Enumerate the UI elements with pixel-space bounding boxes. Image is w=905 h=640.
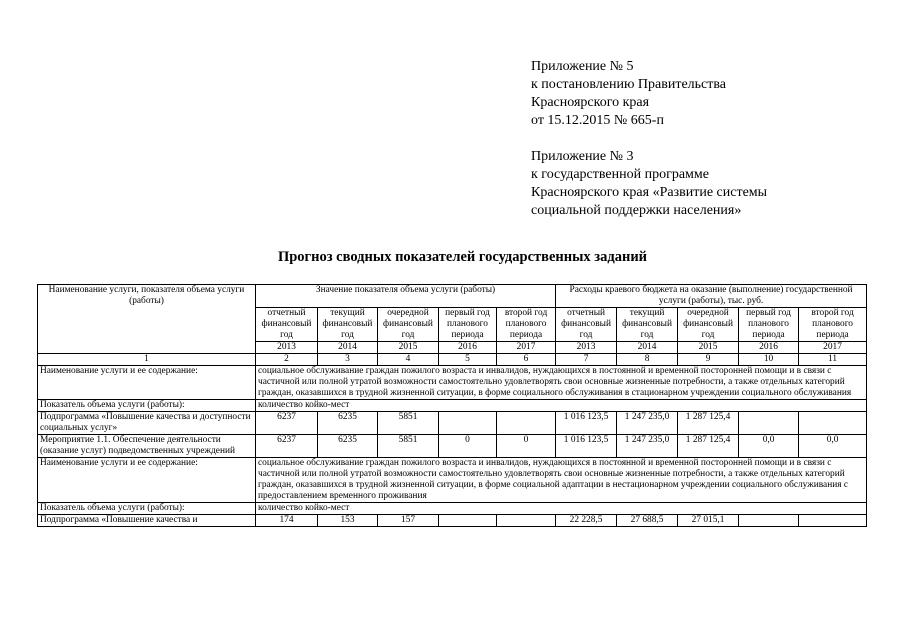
table-row [38,435,867,458]
cell-value: 6237 [256,412,318,435]
year-header: 2017 [497,342,556,354]
cell-value: 1 247 235,0 [617,435,678,458]
cell-value [439,412,497,435]
header-row-groups [38,285,867,308]
column-number: 4 [378,354,439,366]
year-header: 2017 [799,342,867,354]
cell-value: 174 [256,515,318,527]
cell-value: 0 [497,435,556,458]
indicators-table [37,284,867,527]
service-label: Наименование услуги и ее содержание: [38,458,256,503]
column-number: 1 [38,354,256,366]
column-number: 2 [256,354,318,366]
period-header: первый год планового периода [439,308,497,342]
cell-value: 1 247 235,0 [617,412,678,435]
column-number: 3 [318,354,378,366]
period-header: текущий финансовый год [318,308,378,342]
cell-value: 5851 [378,435,439,458]
indicator-value: количество койко-мест [256,400,867,412]
cell-value: 0 [439,435,497,458]
cell-value: 1 016 123,5 [556,435,617,458]
cell-value: 27 688,5 [617,515,678,527]
cell-value [799,412,867,435]
period-header: очередной финансовый год [378,308,439,342]
service-content: социальное обслуживание граждан пожилого возраста и инвалидов, нуждающихся в постоянной и временной посторонней помощи и в связи с частичной или полной утратой возможности самостоятельно удовлетворять свои основные жизненные потребности, а также отдельных категорий граждан, оказавшихся в трудной жизненной ситуации, в форме социальной адаптации в нестационарном учреждении социального обслуживания с предоставлением временного проживания [256,458,867,503]
cell-value: 1 287 125,4 [678,412,739,435]
cell-value: 157 [378,515,439,527]
year-header: 2014 [617,342,678,354]
period-header: отчетный финансовый год [256,308,318,342]
column-number: 10 [739,354,799,366]
cell-value [739,515,799,527]
cell-value [497,515,556,527]
document-title: Прогноз сводных показателей государственных заданий [277,249,648,265]
cell-value: 6235 [318,435,378,458]
indicator-row [38,503,867,515]
year-header: 2015 [678,342,739,354]
indicator-value: количество койко-мест [256,503,867,515]
indicator-label: Показатель объема услуги (работы): [38,503,256,515]
cell-value [739,412,799,435]
service-content: социальное обслуживание граждан пожилого возраста и инвалидов, нуждающихся в постоянной и временной посторонней помощи и в связи с частичной или полной утратой возможности самостоятельно удовлетворять свои основные жизненные потребности, а также отдельных категорий граждан, оказавшихся в трудной жизненной ситуации, в форме социального обслуживания в стационарном учреждении социального обслуживания [256,366,867,400]
period-header: второй год планового периода [799,308,867,342]
cell-value [497,412,556,435]
column-number: 7 [556,354,617,366]
row-name: Подпрограмма «Повышение качества и доступности социальных услуг» [38,412,256,435]
year-header: 2014 [318,342,378,354]
cell-value: 1 016 123,5 [556,412,617,435]
appendix3-line3: Красноярского края «Развитие системы [531,185,768,200]
period-header: очередной финансовый год [678,308,739,342]
appendix3-line2: к государственной программе [531,167,709,182]
row-name: Мероприятие 1.1. Обеспечение деятельности (оказание услуг) подведомственных учреждений [38,435,256,458]
column-number: 9 [678,354,739,366]
cell-value: 153 [318,515,378,527]
cell-value: 22 228,5 [556,515,617,527]
service-label: Наименование услуги и ее содержание: [38,366,256,400]
year-header: 2015 [378,342,439,354]
cell-value [799,515,867,527]
table-row [38,412,867,435]
cell-value: 5851 [378,412,439,435]
service-description-row [38,458,867,503]
year-header: 2016 [439,342,497,354]
period-header: первый год планового периода [739,308,799,342]
cell-value: 27 015,1 [678,515,739,527]
row-name: Подпрограмма «Повышение качества и [38,515,256,527]
appendix3-line4: социальной поддержки населения» [531,203,742,218]
cell-value: 1 287 125,4 [678,435,739,458]
volume-group-header: Значение показателя объема услуги (работы) [256,285,556,308]
expenses-group-header: Расходы краевого бюджета на оказание (выполнение) государственной услуги (работы), тыс. руб. [556,285,867,308]
service-description-row [38,366,867,400]
appendix5-line4: от 15.12.2015 № 665-п [531,113,664,128]
name-column-header: Наименование услуги, показателя объема услуги (работы) [38,285,256,354]
indicator-label: Показатель объема услуги (работы): [38,400,256,412]
period-header: текущий финансовый год [617,308,678,342]
column-number: 6 [497,354,556,366]
header-block [531,58,767,220]
column-number: 8 [617,354,678,366]
appendix5-line2: к постановлению Правительства [531,77,727,92]
indicator-row [38,400,867,412]
year-header: 2016 [739,342,799,354]
appendix5-line3: Красноярского края [531,95,650,110]
column-number-row [38,354,867,366]
appendix3-line1: Приложение № 3 [531,149,634,164]
period-header: отчетный финансовый год [556,308,617,342]
table-row [38,515,867,527]
cell-value: 6237 [256,435,318,458]
year-header: 2013 [556,342,617,354]
year-header: 2013 [256,342,318,354]
column-number: 11 [799,354,867,366]
period-header: второй год планового периода [497,308,556,342]
cell-value: 0,0 [799,435,867,458]
cell-value [439,515,497,527]
appendix5-line1: Приложение № 5 [531,59,634,74]
cell-value: 0,0 [739,435,799,458]
column-number: 5 [439,354,497,366]
cell-value: 6235 [318,412,378,435]
